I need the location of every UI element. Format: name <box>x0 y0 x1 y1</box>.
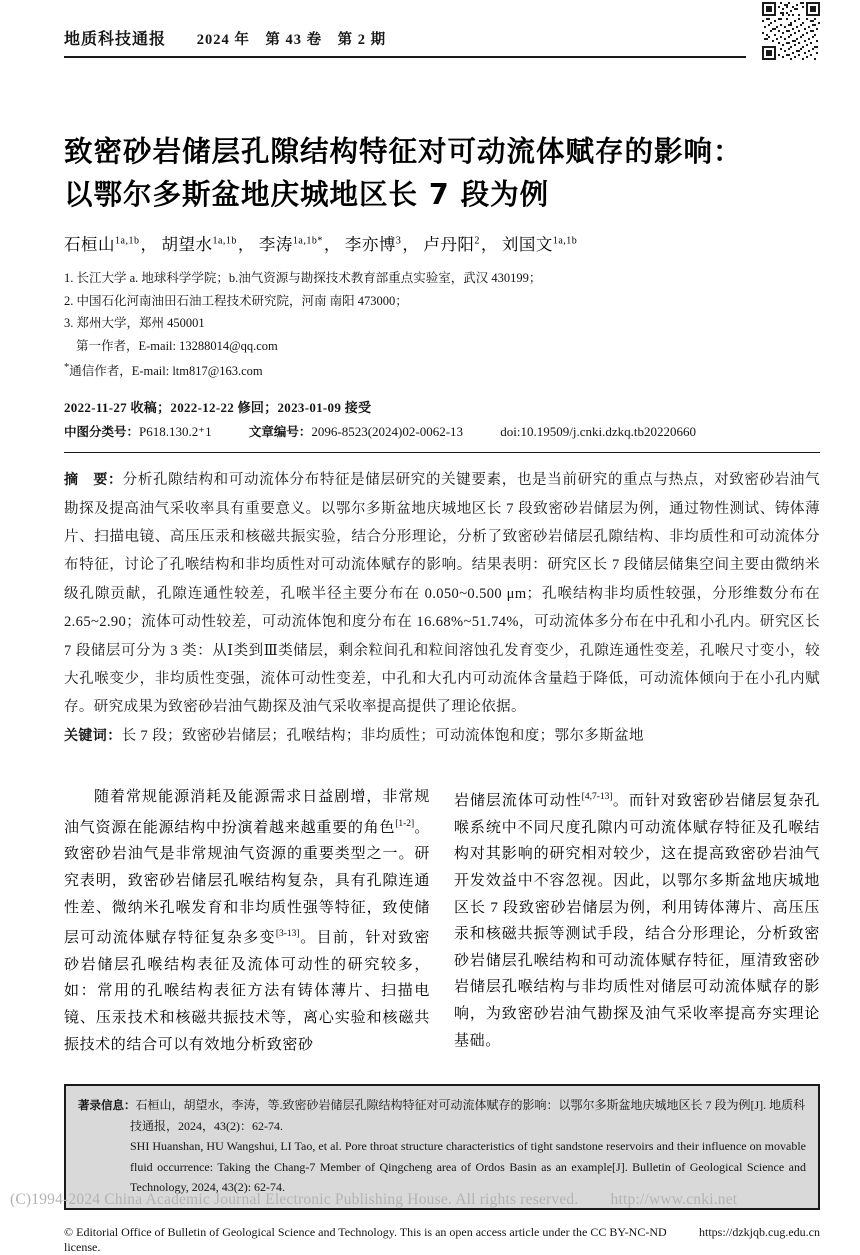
reference-marker: [4,7-13] <box>581 792 613 803</box>
keywords <box>64 722 820 750</box>
body-columns <box>64 784 820 1058</box>
affiliation-2: 2. 中国石化河南油田石油工程技术研究院，河南 南阳 473000； <box>64 293 408 308</box>
received-dates: 2022-11-27 收稿；2022-12-22 修回；2023-01-09 接受 <box>64 399 372 415</box>
first-author-email-link[interactable]: 13288014@qq.com <box>179 338 278 353</box>
author: 刘国文$^{1a,1b}$ <box>501 235 578 254</box>
corresponding-email-link[interactable]: ltm817@163.com <box>172 364 263 379</box>
article-no-value: 2096-8523(2024)02-0062-13 <box>311 423 464 439</box>
body-column-right <box>454 784 820 1058</box>
reference-marker: [3-13] <box>275 929 300 940</box>
citation-chinese: 著录信息：石桓山，胡望水，李涛，等.致密砂岩储层孔隙结构特征对可动流体赋存的影响：以鄂尔多斯盆地庆城地区长 7 段为例[J]. 地质科技通报，2024，43(2)：62-74. <box>78 1098 806 1133</box>
abstract-text: 分析孔隙结构和可动流体分布特征是储层研究的关键要素，也是当前研究的重点与热点，对致密砂岩油气勘探及提高油气采收率具有重要意义。以鄂尔多斯盆地庆城地区长 7 段致密砂岩储层为例，通过物性测试、铸体薄片、扫描电镜、高压压汞和核磁共振实验，结合分形理论，分析了致密砂岩储层孔隙结构、非均质性和可动流体分布特征，讨论了孔喉结构和非均质性对可动流体赋存的影响。结果表明：研究区长 7 段储层储集空间主要由微纳米级孔隙贡献，孔隙连通性较差，孔喉半径主要分布在 0.050~0.500 μm；孔喉结构非均质性较强，分形维数分布在 2.65~2.90；流体可动性较差，可动流体饱和度分布在 16.68%~51.74%，可动流体多分布在中孔和小孔内。研究区长 7 段储层可分为 3 类：从Ⅰ类到Ⅲ类储层，剩余粒间孔和粒间溶蚀孔发育变少，孔隙连通性变差，孔喉尺寸变小，较大孔喉变少，非均质性变强，流体可动性变差，中孔和大孔内可动流体含量趋于降低，可动流体倾向于在小孔内赋存。研究成果为致密砂岩油气勘探及油气采收率提高提供了理论依据。 <box>64 472 820 716</box>
abstract <box>64 466 820 722</box>
qr-code <box>762 2 820 60</box>
article-title-line2: 以鄂尔多斯盆地庆城地区长 7 段为例 <box>64 178 550 211</box>
keywords-text: 长 7 段；致密砂岩储层；孔喉结构；非均质性；可动流体饱和度；鄂尔多斯盆地 <box>121 727 644 744</box>
body-column-left <box>64 784 430 1058</box>
reference-marker: [1-2] <box>395 818 415 829</box>
author: 胡望水$^{1a,1b}$， <box>161 235 255 254</box>
cnki-watermark <box>10 1191 737 1209</box>
article-title <box>64 130 820 216</box>
author-list <box>64 231 820 255</box>
cnki-url-link[interactable]: http://www.cnki.net <box>610 1191 738 1208</box>
author: 卢丹阳$^2$， <box>423 235 498 254</box>
meta-line <box>64 422 820 440</box>
corresponding-mark: * <box>64 362 70 373</box>
affiliation-3: 3. 郑州大学，郑州 450001 <box>64 316 205 330</box>
abstract-rule <box>64 452 820 454</box>
author: 石桓山$^{1a,1b}$， <box>64 235 158 254</box>
clc-label: 中图分类号： <box>64 423 140 439</box>
keywords-label: 关键词： <box>64 727 122 744</box>
abstract-label: 摘 要： <box>64 472 123 489</box>
doi: doi:10.19509/j.cnki.dzkq.tb20220660 <box>500 423 696 439</box>
license-text: © Editorial Office of Bulletin of Geological Science and Technology. This is an open access article under the CC BY-NC-ND license. <box>64 1224 667 1254</box>
journal-issue: 2024 年 第 43 卷 第 2 期 <box>196 32 387 48</box>
header-rule <box>64 56 746 58</box>
affiliation-list <box>64 267 820 383</box>
author: 李亦博$^3$， <box>344 235 420 254</box>
license-footer <box>64 1225 820 1255</box>
article-title-line1: 致密砂岩储层孔隙结构特征对可动流体赋存的影响： <box>64 135 743 168</box>
citation-english: SHI Huanshan, HU Wangshui, LI Tao, et al. Pore throat structure characteristics of tight sandstone reservoirs and their influence on movable fluid occurrence: Taking the Chang-7 Member of Qingcheng area of Ordos Basin as an example[J]. Bulletin of Geological Science and Technology, 2024, 43(2): 62-74. <box>130 1139 806 1195</box>
body-paragraph: 岩储层流体可动性[4,7-13]。而针对致密砂岩储层复杂孔喉系统中不同尺度孔隙内可动流体赋存特征及孔喉结构对其影响的研究相对较少，这在提高致密砂岩油气开发效益中不容忽视。因此，以鄂尔多斯盆地庆城地区长 7 段致密砂岩储层为例，利用铸体薄片、高压压汞和核磁共振等测试手段，结合分形理论，分析致密砂岩储层孔喉结构和可动流体赋存特征，厘清致密砂岩储层孔喉结构与非均质性对储层可动流体赋存的影响，为致密砂岩油气勘探及油气采收率提高夯实理论基础。 <box>454 792 820 1049</box>
journal-name: 地质科技通报 <box>64 31 167 48</box>
article-no-label: 文章编号： <box>248 423 312 439</box>
corresponding-email-line: *通信作者，E-mail: ltm817@163.com <box>64 362 263 379</box>
page-header <box>64 0 820 58</box>
affiliation-1: 1. 长江大学 a. 地球科学学院；b.油气资源与勘探技术教育部重点实验室，武汉 430199； <box>64 271 542 285</box>
journal-header-line <box>64 26 820 49</box>
author: 李涛$^{1a,1b*}$， <box>258 235 341 254</box>
journal-url-link[interactable]: https://dzkjqb.cug.edu.cn <box>699 1224 820 1239</box>
first-author-email-line: 第一作者，E-mail: 13288014@qq.com <box>76 338 278 353</box>
citation-label: 著录信息： <box>78 1098 136 1113</box>
body-paragraph: 随着常规能源消耗及能源需求日益剧增，非常规油气资源在能源结构中扮演着越来越重要的角色[1-2]。致密砂岩油气是非常规油气资源的重要类型之一。研究表明，致密砂岩储层孔喉结构复杂，具有孔隙连通性差、微纳米孔喉发育和非均质性强等特征，致使储层可动流体赋存特征复杂多变[3-13]。目前，针对致密砂岩储层孔喉结构表征及流体可动性的研究较多，如：常用的孔喉结构表征方法有铸体薄片、扫描电镜、压汞技术和核磁共振技术等，离心实验和核磁共振技术的结合可以有效地分析致密砂 <box>64 789 430 1053</box>
clc-value: P618.130.2⁺1 <box>139 423 212 439</box>
cnki-copyright-text: (C)1994-2024 China Academic Journal Electronic Publishing House. All rights reserved. <box>10 1191 579 1208</box>
